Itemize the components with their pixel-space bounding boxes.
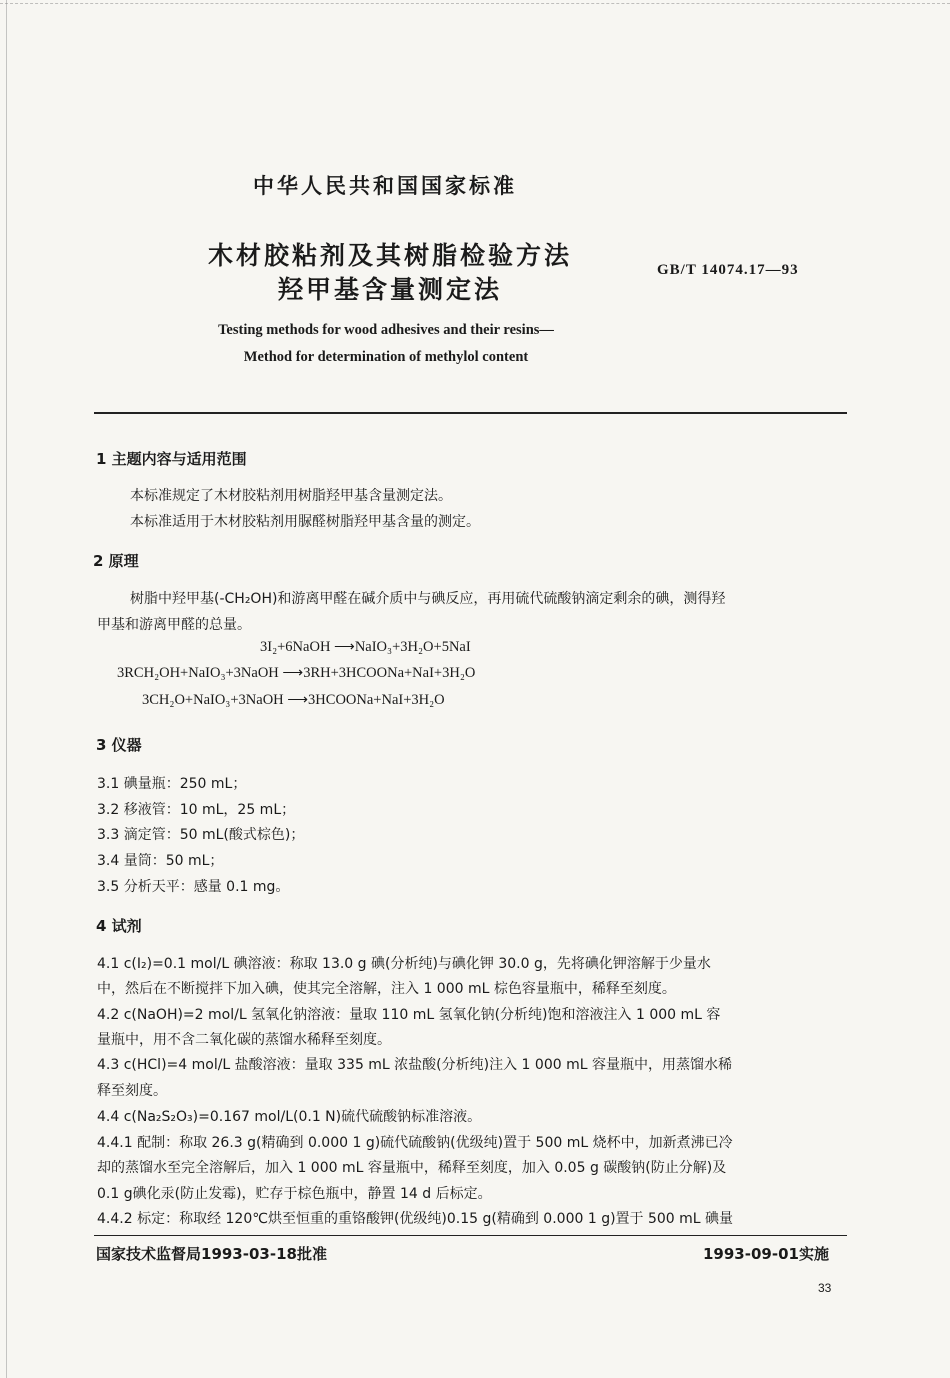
equation: 3I₂+6NaOH ⟶NaIO₃+3H₂O+5NaI bbox=[260, 639, 471, 655]
paragraph-line: 4.3 c(HCl)=4 mol/L 盐酸溶液：量取 335 mL 浓盐酸(分析纯)注入 1 000 mL 容量瓶中，用蒸馏水稀 bbox=[97, 1057, 732, 1073]
scan-edge-top bbox=[0, 3, 950, 4]
implementation-date: 1993-09-01实施 bbox=[703, 1245, 829, 1263]
list-item: 3.1 碘量瓶：250 mL； bbox=[97, 776, 247, 792]
approval-date: 国家技术监督局1993-03-18批准 bbox=[96, 1245, 327, 1263]
equation: 3RCH₂OH+NaIO₃+3NaOH ⟶3RH+3HCOONa+NaI+3H₂O bbox=[117, 665, 476, 681]
section-2-paragraph: 树脂中羟甲基(-CH₂OH)和游离甲醛在碱介质中与碘反应，再用硫代硫酸钠滴定剩余的碘，测得羟 bbox=[130, 591, 726, 607]
paragraph-line: 4.4.2 标定：称取经 120℃烘至恒重的重铬酸钾(优级纯)0.15 g(精确到 0.000 1 g)置于 500 mL 碘量 bbox=[97, 1211, 734, 1227]
standard-number: GB/T 14074.17—93 bbox=[657, 262, 799, 278]
section-2-heading: 2 原理 bbox=[93, 552, 139, 570]
page-number: 33 bbox=[818, 1281, 832, 1295]
section-1-paragraph: 本标准规定了木材胶粘剂用树脂羟甲基含量测定法。 bbox=[130, 488, 452, 504]
paragraph-line: 4.2 c(NaOH)=2 mol/L 氢氧化钠溶液：量取 110 mL 氢氧化钠(分析纯)饱和溶液注入 1 000 mL 容 bbox=[97, 1007, 721, 1023]
scan-edge bbox=[6, 0, 7, 1378]
paragraph-line: 4.4 c(Na₂S₂O₃)=0.167 mol/L(0.1 N)硫代硫酸钠标准溶液。 bbox=[97, 1109, 482, 1125]
paragraph-line: 中，然后在不断搅拌下加入碘，使其完全溶解，注入 1 000 mL 棕色容量瓶中，稀释至刻度。 bbox=[97, 981, 676, 997]
title-zh-line2: 羟甲基含量测定法 bbox=[277, 275, 502, 304]
paragraph-line: 量瓶中，用不含二氧化碳的蒸馏水稀释至刻度。 bbox=[97, 1032, 391, 1048]
list-item: 3.2 移液管：10 mL，25 mL； bbox=[97, 802, 296, 818]
section-1-paragraph: 本标准适用于木材胶粘剂用脲醛树脂羟甲基含量的测定。 bbox=[130, 514, 480, 530]
title-en-line2: Method for determination of methylol content bbox=[243, 349, 529, 365]
header-rule bbox=[94, 412, 847, 414]
paragraph-line: 却的蒸馏水至完全溶解后，加入 1 000 mL 容量瓶中，稀释至刻度，加入 0.05 g 碳酸钠(防止分解)及 bbox=[97, 1160, 727, 1176]
paragraph-line: 4.4.1 配制：称取 26.3 g(精确到 0.000 1 g)硫代硫酸钠(优级纯)置于 500 mL 烧杯中，加新煮沸已冷 bbox=[97, 1135, 733, 1151]
paragraph-line: 释至刻度。 bbox=[97, 1083, 167, 1099]
section-2-paragraph: 甲基和游离甲醛的总量。 bbox=[97, 617, 251, 633]
list-item: 3.5 分析天平：感量 0.1 mg。 bbox=[97, 879, 290, 895]
list-item: 3.4 量筒：50 mL； bbox=[97, 853, 224, 869]
paragraph-line: 0.1 g碘化汞(防止发霉)，贮存于棕色瓶中，静置 14 d 后标定。 bbox=[97, 1186, 492, 1202]
national-standard-label: 中华人民共和国国家标准 bbox=[253, 174, 517, 198]
footer-rule bbox=[94, 1235, 847, 1236]
section-3-heading: 3 仪器 bbox=[96, 736, 142, 754]
section-1-heading: 1 主题内容与适用范围 bbox=[96, 450, 247, 468]
title-en-line1: Testing methods for wood adhesives and their resins— bbox=[218, 322, 554, 338]
title-zh-line1: 木材胶粘剂及其树脂检验方法 bbox=[207, 241, 572, 270]
equation: 3CH₂O+NaIO₃+3NaOH ⟶3HCOONa+NaI+3H₂O bbox=[142, 692, 445, 708]
list-item: 3.3 滴定管：50 mL(酸式棕色)； bbox=[97, 827, 305, 843]
paragraph-line: 4.1 c(I₂)=0.1 mol/L 碘溶液：称取 13.0 g 碘(分析纯)与碘化钾 30.0 g，先将碘化钾溶解于少量水 bbox=[97, 956, 711, 972]
section-4-heading: 4 试剂 bbox=[96, 917, 142, 935]
